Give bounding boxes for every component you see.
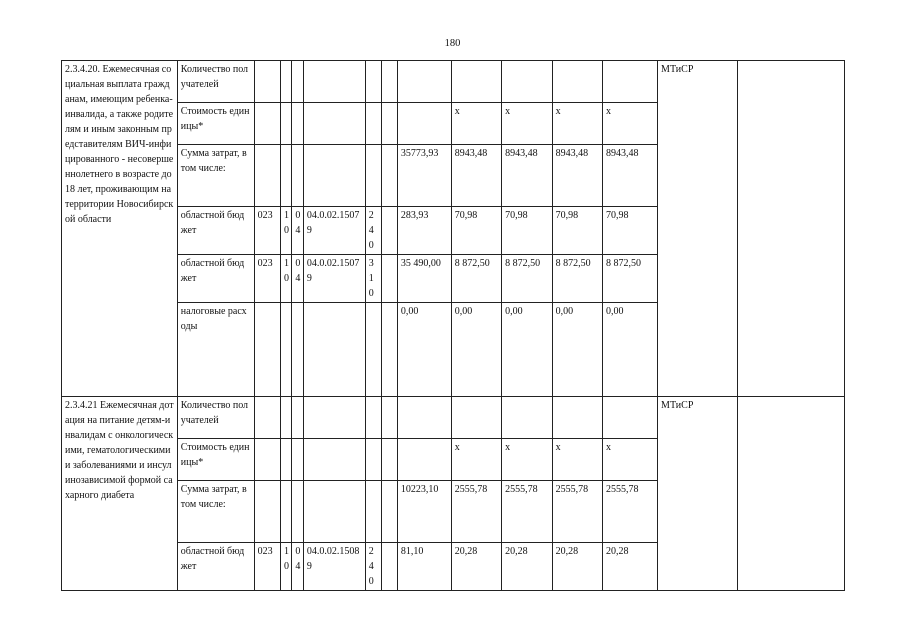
vr-cell: 240	[365, 543, 381, 591]
v4-cell: 0,00	[552, 303, 602, 397]
pr-cell	[292, 439, 303, 481]
v5-cell: 0,00	[603, 303, 658, 397]
responsible-cell: МТиСР	[658, 397, 738, 591]
indicator-cell: Количество получателей	[177, 61, 254, 103]
v4-cell: 20,28	[552, 543, 602, 591]
v3-cell: 0,00	[502, 303, 552, 397]
indicator-cell: Сумма затрат, в том числе:	[177, 481, 254, 543]
table-row	[62, 397, 845, 439]
blank-cell	[381, 397, 397, 439]
v4-cell	[552, 397, 602, 439]
blank-cell	[381, 481, 397, 543]
rz-cell	[280, 303, 291, 397]
pr-cell	[292, 145, 303, 207]
vr-cell	[365, 61, 381, 103]
v3-cell: 8 872,50	[502, 255, 552, 303]
indicator-cell: Количество получателей	[177, 397, 254, 439]
v2-cell	[451, 61, 501, 103]
vr-cell	[365, 439, 381, 481]
v1-cell: 10223,10	[397, 481, 451, 543]
csr-cell: 04.0.02.15079	[303, 207, 365, 255]
indicator-cell: Стоимость единицы*	[177, 103, 254, 145]
responsible-cell: МТиСР	[658, 61, 738, 397]
v1-cell	[397, 439, 451, 481]
v4-cell: 8 872,50	[552, 255, 602, 303]
pr-cell	[292, 397, 303, 439]
v1-cell	[397, 103, 451, 145]
csr-cell	[303, 481, 365, 543]
grbs-cell	[254, 145, 280, 207]
v4-cell: х	[552, 439, 602, 481]
v2-cell: х	[451, 103, 501, 145]
vr-cell	[365, 145, 381, 207]
pr-cell: 04	[292, 207, 303, 255]
indicator-cell: областной бюджет	[177, 543, 254, 591]
pr-cell	[292, 103, 303, 145]
v2-cell: 70,98	[451, 207, 501, 255]
result-cell	[738, 397, 845, 591]
indicator-cell: областной бюджет	[177, 255, 254, 303]
pr-cell: 04	[292, 543, 303, 591]
measure-name-cell: 2.3.4.20. Ежемесячная социальная выплата гражданам, имеющим ребенка-инвалида, а также родителям и иным законным представителям ВИЧ-инфицированного - несовершеннолетнего в возрасте до 18 лет, проживающим на территории Новосибирской области	[62, 61, 178, 397]
grbs-cell: 023	[254, 255, 280, 303]
blank-cell	[381, 439, 397, 481]
pr-cell	[292, 303, 303, 397]
v4-cell: 70,98	[552, 207, 602, 255]
v1-cell	[397, 397, 451, 439]
v4-cell	[552, 61, 602, 103]
vr-cell	[365, 397, 381, 439]
v3-cell: 8943,48	[502, 145, 552, 207]
v1-cell: 0,00	[397, 303, 451, 397]
vr-cell	[365, 303, 381, 397]
pr-cell	[292, 481, 303, 543]
grbs-cell: 023	[254, 543, 280, 591]
v5-cell	[603, 61, 658, 103]
grbs-cell	[254, 439, 280, 481]
v4-cell: х	[552, 103, 602, 145]
csr-cell: 04.0.02.15089	[303, 543, 365, 591]
rz-cell	[280, 397, 291, 439]
result-cell	[738, 61, 845, 397]
blank-cell	[381, 303, 397, 397]
indicator-cell: Сумма затрат, в том числе:	[177, 145, 254, 207]
v3-cell: 20,28	[502, 543, 552, 591]
v2-cell: 0,00	[451, 303, 501, 397]
blank-cell	[381, 255, 397, 303]
budget-table	[61, 60, 845, 591]
v3-cell	[502, 61, 552, 103]
rz-cell: 10	[280, 543, 291, 591]
page-number: 180	[444, 38, 461, 49]
vr-cell: 310	[365, 255, 381, 303]
v5-cell: х	[603, 103, 658, 145]
v1-cell: 283,93	[397, 207, 451, 255]
rz-cell: 10	[280, 207, 291, 255]
table-row	[62, 61, 845, 103]
indicator-cell: налоговые расходы	[177, 303, 254, 397]
rz-cell	[280, 481, 291, 543]
csr-cell	[303, 103, 365, 145]
v2-cell: 8943,48	[451, 145, 501, 207]
rz-cell	[280, 439, 291, 481]
v5-cell: 8943,48	[603, 145, 658, 207]
blank-cell	[381, 543, 397, 591]
v1-cell	[397, 61, 451, 103]
grbs-cell	[254, 61, 280, 103]
v5-cell: 20,28	[603, 543, 658, 591]
pr-cell	[292, 61, 303, 103]
v2-cell: 20,28	[451, 543, 501, 591]
v3-cell: х	[502, 439, 552, 481]
vr-cell	[365, 103, 381, 145]
csr-cell: 04.0.02.15079	[303, 255, 365, 303]
grbs-cell	[254, 481, 280, 543]
grbs-cell: 023	[254, 207, 280, 255]
csr-cell	[303, 397, 365, 439]
measure-name-cell: 2.3.4.21 Ежемесячная дотация на питание детям-инвалидам с онкологическими, гематологическими и заболеваниями и инсулинозависимой формой сахарного диабета	[62, 397, 178, 591]
v2-cell: 8 872,50	[451, 255, 501, 303]
blank-cell	[381, 61, 397, 103]
v5-cell	[603, 397, 658, 439]
indicator-cell: Стоимость единицы*	[177, 439, 254, 481]
v3-cell: 70,98	[502, 207, 552, 255]
v2-cell: х	[451, 439, 501, 481]
v4-cell: 8943,48	[552, 145, 602, 207]
v2-cell	[451, 397, 501, 439]
csr-cell	[303, 439, 365, 481]
vr-cell: 240	[365, 207, 381, 255]
rz-cell	[280, 103, 291, 145]
blank-cell	[381, 103, 397, 145]
csr-cell	[303, 303, 365, 397]
vr-cell	[365, 481, 381, 543]
v3-cell: 2555,78	[502, 481, 552, 543]
v5-cell: 8 872,50	[603, 255, 658, 303]
grbs-cell	[254, 303, 280, 397]
rz-cell	[280, 61, 291, 103]
v5-cell: 70,98	[603, 207, 658, 255]
v5-cell: 2555,78	[603, 481, 658, 543]
v3-cell: х	[502, 103, 552, 145]
v1-cell: 81,10	[397, 543, 451, 591]
csr-cell	[303, 145, 365, 207]
v2-cell: 2555,78	[451, 481, 501, 543]
rz-cell	[280, 145, 291, 207]
grbs-cell	[254, 397, 280, 439]
rz-cell: 10	[280, 255, 291, 303]
v4-cell: 2555,78	[552, 481, 602, 543]
v5-cell: х	[603, 439, 658, 481]
v1-cell: 35 490,00	[397, 255, 451, 303]
csr-cell	[303, 61, 365, 103]
pr-cell: 04	[292, 255, 303, 303]
indicator-cell: областной бюджет	[177, 207, 254, 255]
blank-cell	[381, 207, 397, 255]
grbs-cell	[254, 103, 280, 145]
blank-cell	[381, 145, 397, 207]
v3-cell	[502, 397, 552, 439]
v1-cell: 35773,93	[397, 145, 451, 207]
